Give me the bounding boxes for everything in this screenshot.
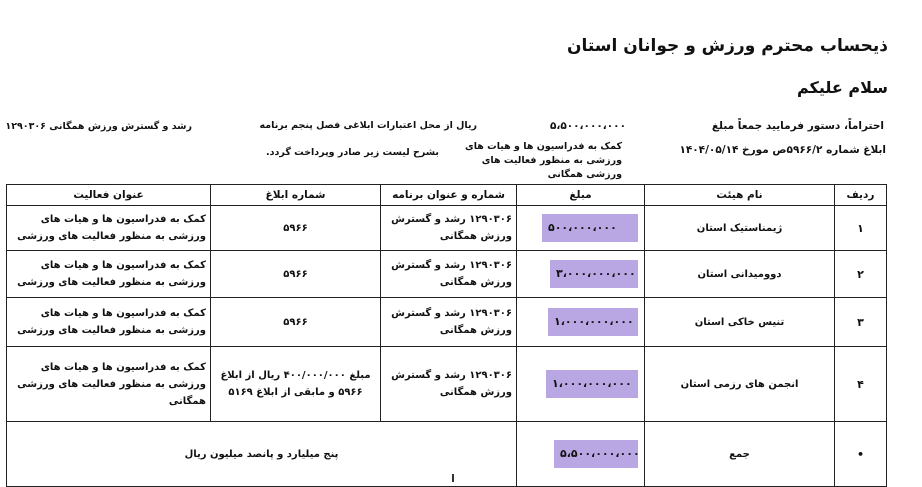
intro-line2-a: ابلاغ شماره ۵۹۶۶/۲ص مورخ ۱۴۰۴/۰۵/۱۴: [679, 144, 886, 156]
table-header-row: [7, 185, 887, 206]
cell-activity-title: کمک به فدراسیون ها و هیات های ورزشی به منظور فعالیت های ورزشی: [7, 251, 211, 298]
amount-highlight: ۱،۰۰۰،۰۰۰،۰۰۰: [548, 308, 638, 336]
cell-row-no: ۱: [835, 206, 887, 251]
cell-row-no: ۴: [835, 347, 887, 422]
cell-board-name: انجمن های رزمی استان: [645, 347, 835, 422]
intro-line2-b: کمک به فدراسیون ها و هیات های ورزشی به منظور فعالیت های ورزشی همگانی: [464, 141, 622, 180]
cell-amount: [517, 347, 645, 422]
cell-notification-no: ۵۹۶۶: [211, 206, 381, 251]
table-row: [7, 298, 887, 347]
cell-total-in-words: پنج میلیارد و پانصد میلیون ریال: [7, 422, 517, 487]
header-program: شماره و عنوان برنامه: [381, 185, 517, 206]
cell-total-label: جمع: [645, 422, 835, 487]
cell-notification-no: ۵۹۶۶: [211, 298, 381, 347]
cell-total-amount: [517, 422, 645, 487]
header-row-no: ردیف: [835, 185, 887, 206]
cell-total-no: •: [835, 422, 887, 487]
ink-mark: [452, 474, 460, 482]
cell-row-no: ۳: [835, 298, 887, 347]
cell-amount: [517, 206, 645, 251]
amount-highlight: ۱،۰۰۰،۰۰۰،۰۰۰: [546, 370, 638, 398]
cell-notification-no: ۵۹۶۶: [211, 251, 381, 298]
header-amount: مبلغ: [517, 185, 645, 206]
cell-amount: [517, 251, 645, 298]
allocation-table: [6, 184, 887, 487]
table-row: [7, 347, 887, 422]
letter-recipient: ذیحساب محترم ورزش و جوانان استان: [566, 36, 888, 56]
table-row: [7, 251, 887, 298]
cell-program: ۱۲۹۰۳۰۶ رشد و گسترش ورزش همگانی: [381, 347, 517, 422]
header-board-name: نام هیئت: [645, 185, 835, 206]
cell-notification-no: مبلغ ۴۰۰/۰۰۰/۰۰۰ ریال از ابلاغ ۵۹۶۶ و مابقی از ابلاغ ۵۱۶۹: [211, 347, 381, 422]
cell-activity-title: کمک به فدراسیون ها و هیات های ورزشی به منظور فعالیت های ورزشی همگانی: [7, 347, 211, 422]
letter-greeting: سلام علیکم: [796, 78, 888, 97]
intro-line1-a: احتراماً، دستور فرمایید جمعاً مبلغ: [711, 120, 884, 132]
table-total-row: [7, 422, 887, 487]
intro-line1-amount: ۵،۵۰۰،۰۰۰،۰۰۰: [549, 120, 626, 132]
cell-row-no: ۲: [835, 251, 887, 298]
cell-program: ۱۲۹۰۳۰۶ رشد و گسترش ورزش همگانی: [381, 251, 517, 298]
cell-program: ۱۲۹۰۳۰۶ رشد و گسترش ورزش همگانی: [381, 298, 517, 347]
cell-program: ۱۲۹۰۳۰۶ رشد و گسترش ورزش همگانی: [381, 206, 517, 251]
amount-highlight: ۵،۵۰۰،۰۰۰،۰۰۰: [554, 440, 638, 468]
table-row: [7, 206, 887, 251]
cell-board-name: ژیمناستیک استان: [645, 206, 835, 251]
header-activity-title: عنوان فعالیت: [7, 185, 211, 206]
cell-board-name: دوومیدانی استان: [645, 251, 835, 298]
intro-line2-c: بشرح لیست زیر صادر وپرداخت گردد.: [266, 147, 439, 158]
intro-line1-c: رشد و گسترش ورزش همگانی ۱۲۹۰۳۰۶: [5, 121, 192, 132]
cell-amount: [517, 298, 645, 347]
header-notification-no: شماره ابلاغ: [211, 185, 381, 206]
cell-board-name: تنیس خاکی استان: [645, 298, 835, 347]
cell-activity-title: کمک به فدراسیون ها و هیات های ورزشی به منظور فعالیت های ورزشی: [7, 298, 211, 347]
amount-highlight: ۵۰۰،۰۰۰،۰۰۰: [542, 214, 638, 242]
amount-highlight: ۳،۰۰۰،۰۰۰،۰۰۰: [550, 260, 638, 288]
intro-line1-b: ریال از محل اعتبارات ابلاغی فصل پنجم برنامه: [259, 120, 477, 131]
cell-activity-title: کمک به فدراسیون ها و هیات های ورزشی به منظور فعالیت های ورزشی: [7, 206, 211, 251]
